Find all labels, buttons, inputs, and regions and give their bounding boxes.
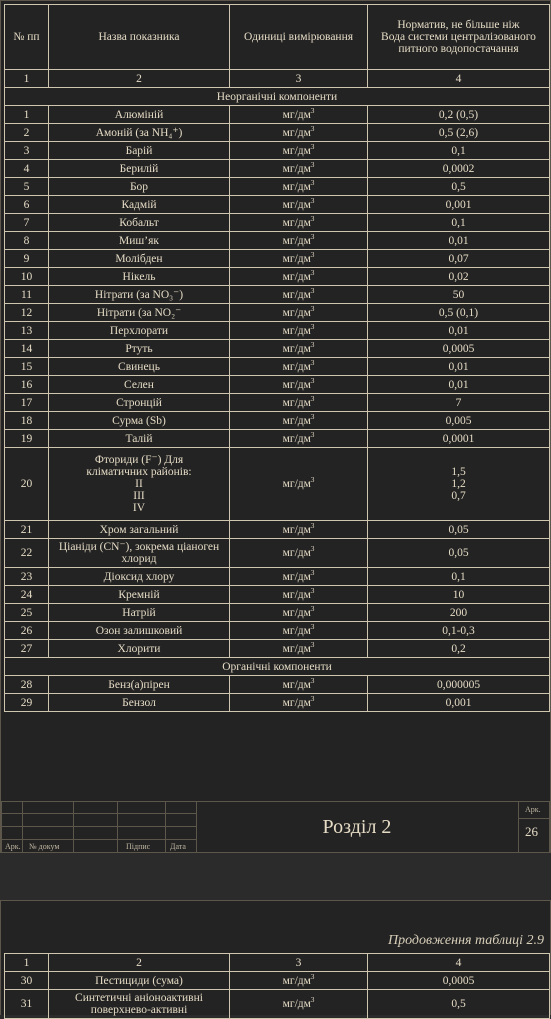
header-units: Одиниці вимірювання [230, 5, 368, 70]
unit-cell [230, 232, 368, 250]
stamp-label-date: Дата [170, 842, 186, 851]
col-number: 1 [5, 954, 49, 972]
unit-cell [230, 106, 368, 124]
unit-cell [230, 694, 368, 712]
table-row [5, 694, 550, 712]
table-row [5, 676, 550, 694]
unit-cell [230, 586, 368, 604]
unit-text: мг/дм [282, 547, 311, 559]
unit-text: мг/дм [282, 216, 311, 229]
unit-cell [230, 142, 368, 160]
unit-cell [230, 286, 368, 304]
indicator-name: Хлорити [49, 640, 230, 658]
unit-cell [230, 376, 368, 394]
unit-exponent: 3 [310, 286, 315, 295]
section-row-inorganic [5, 88, 550, 106]
norm-value: 50 [368, 286, 550, 304]
unit-text: мг/дм [282, 126, 311, 139]
indicator-name: Кадмій [49, 196, 230, 214]
table-row [5, 340, 550, 358]
indicator-name-line: кліматичних районів: [86, 466, 192, 478]
unit-text: мг/дм [282, 270, 311, 283]
row-number: 2 [5, 124, 49, 142]
unit-exponent: 3 [310, 106, 315, 115]
table-row [5, 990, 550, 1019]
unit-cell [230, 539, 368, 568]
unit-text: мг/дм [282, 180, 311, 193]
unit-cell [230, 196, 368, 214]
row-number: 13 [5, 322, 49, 340]
col-number: 1 [5, 70, 49, 88]
indicator-name: Ртуть [49, 340, 230, 358]
table-row [5, 412, 550, 430]
col-number: 3 [230, 70, 368, 88]
row-number: 20 [5, 448, 49, 521]
unit-text: мг/дм [282, 396, 311, 409]
norm-value: 0,01 [368, 322, 550, 340]
unit-exponent: 3 [310, 358, 315, 367]
row-number: 28 [5, 676, 49, 694]
indicator-name: Сурма (Sb) [49, 412, 230, 430]
row-number: 15 [5, 358, 49, 376]
unit-exponent: 3 [310, 124, 315, 133]
unit-exponent: 3 [310, 412, 315, 421]
norm-value: 0,02 [368, 268, 550, 286]
unit-cell [230, 604, 368, 622]
unit-text: мг/дм [282, 234, 311, 247]
unit-text: мг/дм [282, 588, 311, 601]
row-number: 19 [5, 430, 49, 448]
indicator-name: Селен [49, 376, 230, 394]
title-block-stamp [1, 801, 550, 853]
unit-cell [230, 990, 368, 1019]
row-number: 27 [5, 640, 49, 658]
indicator-name: Синтетичні аніоноактивні поверхнево-активні [49, 990, 230, 1019]
unit-exponent: 3 [310, 160, 315, 169]
table-row [5, 568, 550, 586]
table-row [5, 448, 550, 521]
section-title: Розділ 2 [322, 815, 392, 838]
unit-cell [230, 394, 368, 412]
norm-value: 0,0002 [368, 160, 550, 178]
table-row [5, 214, 550, 232]
indicator-name: Хром загальний [49, 521, 230, 539]
row-number: 18 [5, 412, 49, 430]
row-number: 30 [5, 972, 49, 990]
row-number: 22 [5, 539, 49, 568]
unit-exponent: 3 [310, 214, 315, 223]
table-row [5, 640, 550, 658]
unit-text: мг/дм [282, 606, 311, 619]
row-number: 7 [5, 214, 49, 232]
indicator-name: Молібден [49, 250, 230, 268]
norm-value: 0,5 [368, 178, 550, 196]
indicator-name: Нікель [49, 268, 230, 286]
unit-exponent: 3 [310, 376, 315, 385]
unit-text: мг/дм [282, 624, 311, 637]
standards-table [4, 4, 550, 712]
unit-text: мг/дм [282, 414, 311, 427]
unit-text: мг/дм [282, 324, 311, 337]
unit-cell [230, 412, 368, 430]
unit-exponent: 3 [310, 604, 315, 613]
unit-exponent: 3 [310, 545, 315, 554]
indicator-name: Берилій [49, 160, 230, 178]
standards-table-continued [4, 953, 550, 1019]
unit-exponent: 3 [310, 322, 315, 331]
row-number: 8 [5, 232, 49, 250]
indicator-name: Нітрати (за NO₂⁻ [49, 304, 230, 322]
norm-value: 0,5 (0,1) [368, 304, 550, 322]
row-number: 31 [5, 990, 49, 1019]
table-row [5, 376, 550, 394]
unit-cell [230, 178, 368, 196]
unit-text: мг/дм [282, 288, 311, 301]
climatic-district: II [135, 478, 143, 490]
norm-value: 0,0005 [368, 340, 550, 358]
unit-cell [230, 622, 368, 640]
unit-text: мг/дм [282, 360, 311, 373]
table-row [5, 232, 550, 250]
unit-cell [230, 124, 368, 142]
indicator-name: Озон залишковий [49, 622, 230, 640]
unit-exponent: 3 [310, 972, 315, 981]
row-number: 4 [5, 160, 49, 178]
section-title-inorganic: Неорганічні компоненти [5, 88, 550, 106]
header-norm-line1: Норматив, не більше ніж [397, 19, 520, 31]
norm-value: 0,001 [368, 196, 550, 214]
indicator-name: Миш’як [49, 232, 230, 250]
table-row [5, 250, 550, 268]
unit-exponent: 3 [310, 996, 315, 1005]
unit-exponent: 3 [310, 476, 315, 485]
stamp-cell [22, 826, 74, 840]
norm-value: 0,01 [368, 232, 550, 250]
unit-cell [230, 340, 368, 358]
table-row [5, 358, 550, 376]
row-number: 26 [5, 622, 49, 640]
header-number: № пп [5, 5, 49, 70]
unit-text: мг/дм [282, 306, 311, 319]
col-number: 2 [49, 70, 230, 88]
climatic-district: IV [132, 502, 146, 514]
unit-cell [230, 430, 368, 448]
unit-text: мг/дм [282, 252, 311, 265]
row-number: 10 [5, 268, 49, 286]
table-row [5, 160, 550, 178]
unit-exponent: 3 [310, 340, 315, 349]
norm-value: 0,07 [368, 250, 550, 268]
row-number: 3 [5, 142, 49, 160]
indicator-name: Бенз(а)пірен [49, 676, 230, 694]
continuation-caption: Продовження таблиці 2.9 [387, 933, 544, 948]
indicator-name-line: Фториди (F⁻) Для [94, 454, 184, 466]
norm-value: 7 [368, 394, 550, 412]
norm-value: 0,1 [368, 214, 550, 232]
climatic-district: III [133, 490, 145, 502]
header-indicator-name: Назва показника [49, 5, 230, 70]
header-norm [368, 5, 550, 70]
column-number-row [5, 70, 550, 88]
unit-exponent: 3 [310, 268, 315, 277]
unit-text: мг/дм [282, 570, 311, 583]
norm-value: 200 [368, 604, 550, 622]
norm-value [368, 448, 550, 521]
unit-exponent: 3 [310, 250, 315, 259]
table-row [5, 972, 550, 990]
table-row [5, 196, 550, 214]
unit-text: мг/дм [282, 998, 311, 1010]
norm-value: 0,1 [368, 142, 550, 160]
stamp-sheet-label: Арк. [525, 805, 541, 814]
norm-value: 0,2 [368, 640, 550, 658]
sheet-number: 26 [525, 824, 538, 839]
unit-cell [230, 521, 368, 539]
norm-value: 0,0001 [368, 430, 550, 448]
unit-text: мг/дм [282, 432, 311, 445]
unit-text: мг/дм [282, 342, 311, 355]
unit-text: мг/дм [282, 108, 311, 121]
unit-cell [230, 304, 368, 322]
unit-exponent: 3 [310, 430, 315, 439]
stamp-cell [1, 826, 23, 840]
row-number: 24 [5, 586, 49, 604]
stamp-cell [165, 826, 197, 840]
unit-text: мг/дм [282, 478, 311, 490]
table-row [5, 539, 550, 568]
indicator-name: Натрій [49, 604, 230, 622]
row-number: 29 [5, 694, 49, 712]
unit-text: мг/дм [282, 198, 311, 211]
header-norm-line2: Вода системи централізованого питного водопостачання [381, 31, 536, 55]
stamp-cell [165, 813, 197, 827]
norm-value: 0,1 [368, 568, 550, 586]
unit-cell [230, 214, 368, 232]
stamp-label-sheet: Арк. [5, 842, 21, 851]
stamp-cell [117, 826, 166, 840]
table-header-row [5, 5, 550, 70]
table-row [5, 268, 550, 286]
unit-cell [230, 358, 368, 376]
indicator-name: Бор [49, 178, 230, 196]
unit-cell [230, 640, 368, 658]
col-number: 4 [368, 954, 550, 972]
indicator-name: Нітрати (за NO₃⁻) [49, 286, 230, 304]
stamp-cell [73, 839, 118, 853]
table-row [5, 322, 550, 340]
unit-cell [230, 972, 368, 990]
table-row [5, 604, 550, 622]
district-norm-value: 1,5 [451, 466, 466, 478]
document-page-2 [0, 900, 551, 1015]
column-number-row [5, 954, 550, 972]
row-number: 6 [5, 196, 49, 214]
unit-exponent: 3 [310, 586, 315, 595]
unit-exponent: 3 [310, 622, 315, 631]
table-row [5, 521, 550, 539]
unit-text: мг/дм [282, 642, 311, 655]
table-row [5, 106, 550, 124]
norm-value: 0,0005 [368, 972, 550, 990]
indicator-name: Стронцій [49, 394, 230, 412]
row-number: 17 [5, 394, 49, 412]
indicator-name: Барій [49, 142, 230, 160]
unit-exponent: 3 [310, 521, 315, 530]
unit-exponent: 3 [310, 676, 315, 685]
row-number: 5 [5, 178, 49, 196]
stamp-cell [73, 813, 118, 827]
stamp-cell [117, 813, 166, 827]
row-number: 1 [5, 106, 49, 124]
norm-value: 0,01 [368, 376, 550, 394]
unit-exponent: 3 [310, 196, 315, 205]
table-row [5, 178, 550, 196]
indicator-name: Перхлорати [49, 322, 230, 340]
unit-text: мг/дм [282, 144, 311, 157]
row-number: 14 [5, 340, 49, 358]
indicator-name: Амоній (за NH₄⁺) [49, 124, 230, 142]
district-norm-value: 0,7 [451, 490, 466, 502]
table-row [5, 586, 550, 604]
stamp-cell [22, 813, 74, 827]
stamp-label-doc-number: № докум [29, 842, 60, 851]
table-row [5, 142, 550, 160]
row-number: 23 [5, 568, 49, 586]
table-row [5, 124, 550, 142]
unit-text: мг/дм [282, 974, 311, 987]
unit-exponent: 3 [310, 304, 315, 313]
row-number: 11 [5, 286, 49, 304]
stamp-cell [73, 826, 118, 840]
unit-cell [230, 160, 368, 178]
row-number: 12 [5, 304, 49, 322]
norm-value: 0,2 (0,5) [368, 106, 550, 124]
unit-text: мг/дм [282, 378, 311, 391]
norm-value: 10 [368, 586, 550, 604]
unit-exponent: 3 [310, 394, 315, 403]
norm-value: 0,05 [368, 539, 550, 568]
stamp-cell [1, 813, 23, 827]
table-row [5, 286, 550, 304]
unit-cell [230, 250, 368, 268]
stamp-label-signature: Підпис [126, 842, 151, 851]
col-number: 2 [49, 954, 230, 972]
unit-text: мг/дм [282, 678, 311, 691]
section-title-organic: Органічні компоненти [5, 658, 550, 676]
norm-value: 0,5 (2,6) [368, 124, 550, 142]
unit-cell [230, 676, 368, 694]
row-number: 25 [5, 604, 49, 622]
indicator-name: Кремній [49, 586, 230, 604]
unit-exponent: 3 [310, 232, 315, 241]
indicator-name: Пестициди (сума) [49, 972, 230, 990]
indicator-name: Алюміній [49, 106, 230, 124]
unit-text: мг/дм [282, 696, 311, 709]
norm-value: 0,000005 [368, 676, 550, 694]
norm-value: 0,01 [368, 358, 550, 376]
unit-exponent: 3 [310, 178, 315, 187]
col-number: 3 [230, 954, 368, 972]
indicator-name: Бензол [49, 694, 230, 712]
indicator-name: Кобальт [49, 214, 230, 232]
unit-text: мг/дм [282, 162, 311, 175]
row-number: 21 [5, 521, 49, 539]
table-row [5, 394, 550, 412]
unit-exponent: 3 [310, 694, 315, 703]
table-row [5, 430, 550, 448]
table-row [5, 622, 550, 640]
unit-cell [230, 322, 368, 340]
unit-exponent: 3 [310, 568, 315, 577]
unit-cell [230, 268, 368, 286]
section-row-organic [5, 658, 550, 676]
norm-value: 0,05 [368, 521, 550, 539]
unit-cell [230, 448, 368, 521]
norm-value: 0,5 [368, 990, 550, 1019]
norm-value: 0,001 [368, 694, 550, 712]
indicator-name: Діоксид хлору [49, 568, 230, 586]
norm-value: 0,005 [368, 412, 550, 430]
indicator-name: Талій [49, 430, 230, 448]
col-number: 4 [368, 70, 550, 88]
unit-cell [230, 568, 368, 586]
norm-value: 0,1-0,3 [368, 622, 550, 640]
unit-exponent: 3 [310, 142, 315, 151]
table-row [5, 304, 550, 322]
unit-text: мг/дм [282, 523, 311, 536]
row-number: 9 [5, 250, 49, 268]
indicator-name [49, 448, 230, 521]
unit-exponent: 3 [310, 640, 315, 649]
district-norm-value: 1,2 [451, 478, 466, 490]
indicator-name: Свинець [49, 358, 230, 376]
indicator-name: Ціаніди (CN⁻), зокрема ціаноген хлорид [49, 539, 230, 568]
row-number: 16 [5, 376, 49, 394]
